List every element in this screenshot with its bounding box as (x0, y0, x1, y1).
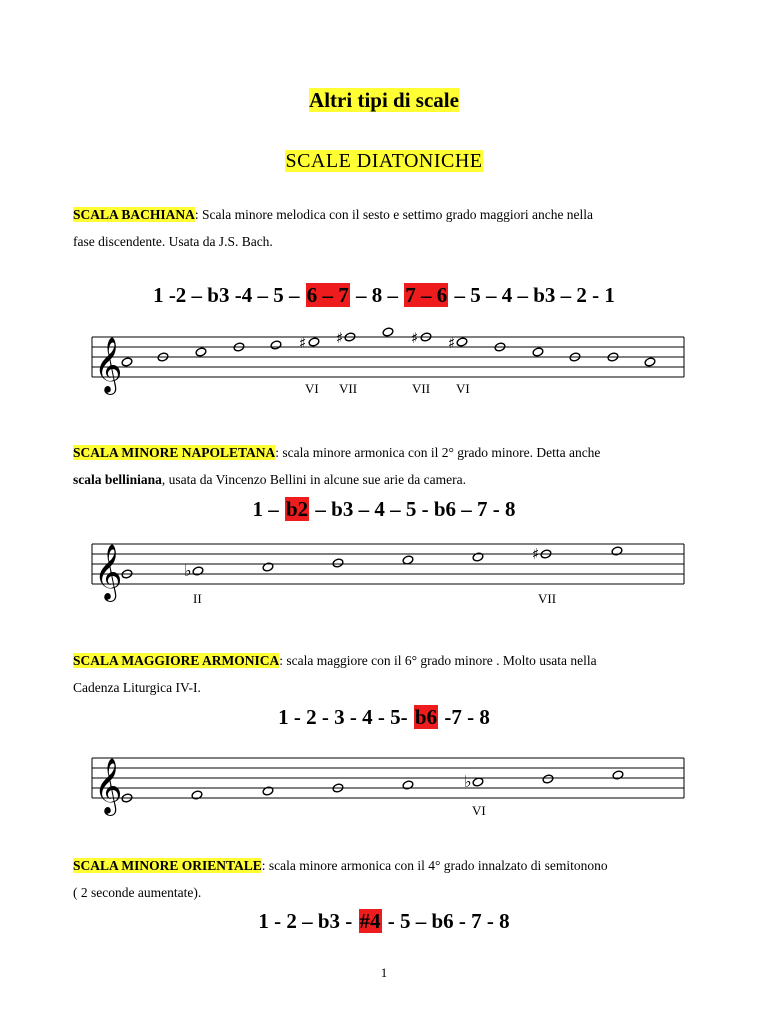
section-heading: SCALE DIATONICHE (285, 150, 483, 172)
sharp-icon: ♯ (448, 334, 456, 352)
highlight-degree: b6 (414, 705, 438, 729)
bachiana-description: SCALA BACHIANA: Scala minore melodica con il sesto e settimo grado maggiori anche nella fase discendente. Usata da J.S. Bach. (73, 207, 594, 249)
maggiore-armonica-description: SCALA MAGGIORE ARMONICA: scala maggiore con il 6° grado minore . Molto usata nella Cadenza Liturgica IV-I. (73, 653, 597, 695)
degree-label: VII (538, 591, 557, 606)
highlight-degree: #4 (359, 909, 381, 933)
note (192, 566, 204, 576)
bachiana-formula: 1 -2 – b3 -4 – 5 – 6 – 7 – 8 – 7 – 6 – 5 – 4 – b3 – 2 - 1 (153, 283, 615, 307)
sharp-icon: ♯ (411, 329, 419, 347)
note (262, 786, 274, 796)
highlight-degree: 6 – 7 (306, 283, 349, 307)
page-number: 1 (380, 965, 388, 980)
note (195, 347, 207, 357)
note (332, 558, 344, 568)
degree-label: II (193, 591, 202, 606)
note (472, 552, 484, 562)
napoletana-staff (0, 540, 768, 612)
note (644, 357, 656, 367)
flat-icon: ♭ (464, 772, 472, 791)
note (121, 357, 133, 367)
note (270, 340, 282, 350)
treble-clef-icon: 𝄞 (94, 758, 123, 814)
degree-label: VII (412, 381, 431, 396)
minore-orientale-description: SCALA MINORE ORIENTALE: scala minore armonica con il 4° grado innalzato di semitonono ( 2 seconde aumentate). (73, 858, 608, 900)
degree-label: VI (456, 381, 470, 396)
note (532, 347, 544, 357)
maggiore-armonica-staff (0, 752, 768, 824)
note (456, 337, 468, 347)
scale-name: SCALA MINORE ORIENTALE (73, 858, 262, 873)
degree-label: VI (472, 803, 486, 818)
scale-name: SCALA MINORE NAPOLETANA (73, 445, 276, 460)
treble-clef-icon: 𝄞 (94, 544, 123, 600)
scale-name: SCALA MAGGIORE ARMONICA (73, 653, 280, 668)
treble-clef-icon: 𝄞 (94, 337, 123, 393)
page-title: Altri tipi di scale (309, 88, 459, 112)
bachiana-staff (0, 325, 768, 400)
note (612, 770, 624, 780)
napoletana-description: SCALA MINORE NAPOLETANA: scala minore armonica con il 2° grado minore. Detta anche scala belliniana, usata da Vincenzo Bellini in alcune sue arie da camera. (73, 445, 601, 487)
note (308, 337, 320, 347)
degree-label: VII (339, 381, 358, 396)
degree-label: VI (305, 381, 319, 396)
flat-icon: ♭ (184, 561, 192, 580)
highlight-degree: 7 – 6 (405, 283, 448, 307)
sharp-icon: ♯ (299, 334, 307, 352)
highlight-degree: b2 (285, 497, 309, 521)
minore-orientale-formula: 1 - 2 – b3 - #4 - 5 – b6 - 7 - 8 (258, 909, 510, 933)
sharp-icon: ♯ (336, 329, 344, 347)
note (382, 327, 394, 337)
note (191, 790, 203, 800)
note (542, 774, 554, 784)
maggiore-armonica-formula: 1 - 2 - 3 - 4 - 5- b6 -7 - 8 (278, 705, 490, 729)
note (262, 562, 274, 572)
napoletana-formula: 1 – b2 – b3 – 4 – 5 - b6 – 7 - 8 (252, 497, 516, 521)
sharp-icon: ♯ (532, 545, 540, 563)
note (611, 546, 623, 556)
note (402, 780, 414, 790)
scale-name: SCALA BACHIANA (73, 207, 195, 222)
